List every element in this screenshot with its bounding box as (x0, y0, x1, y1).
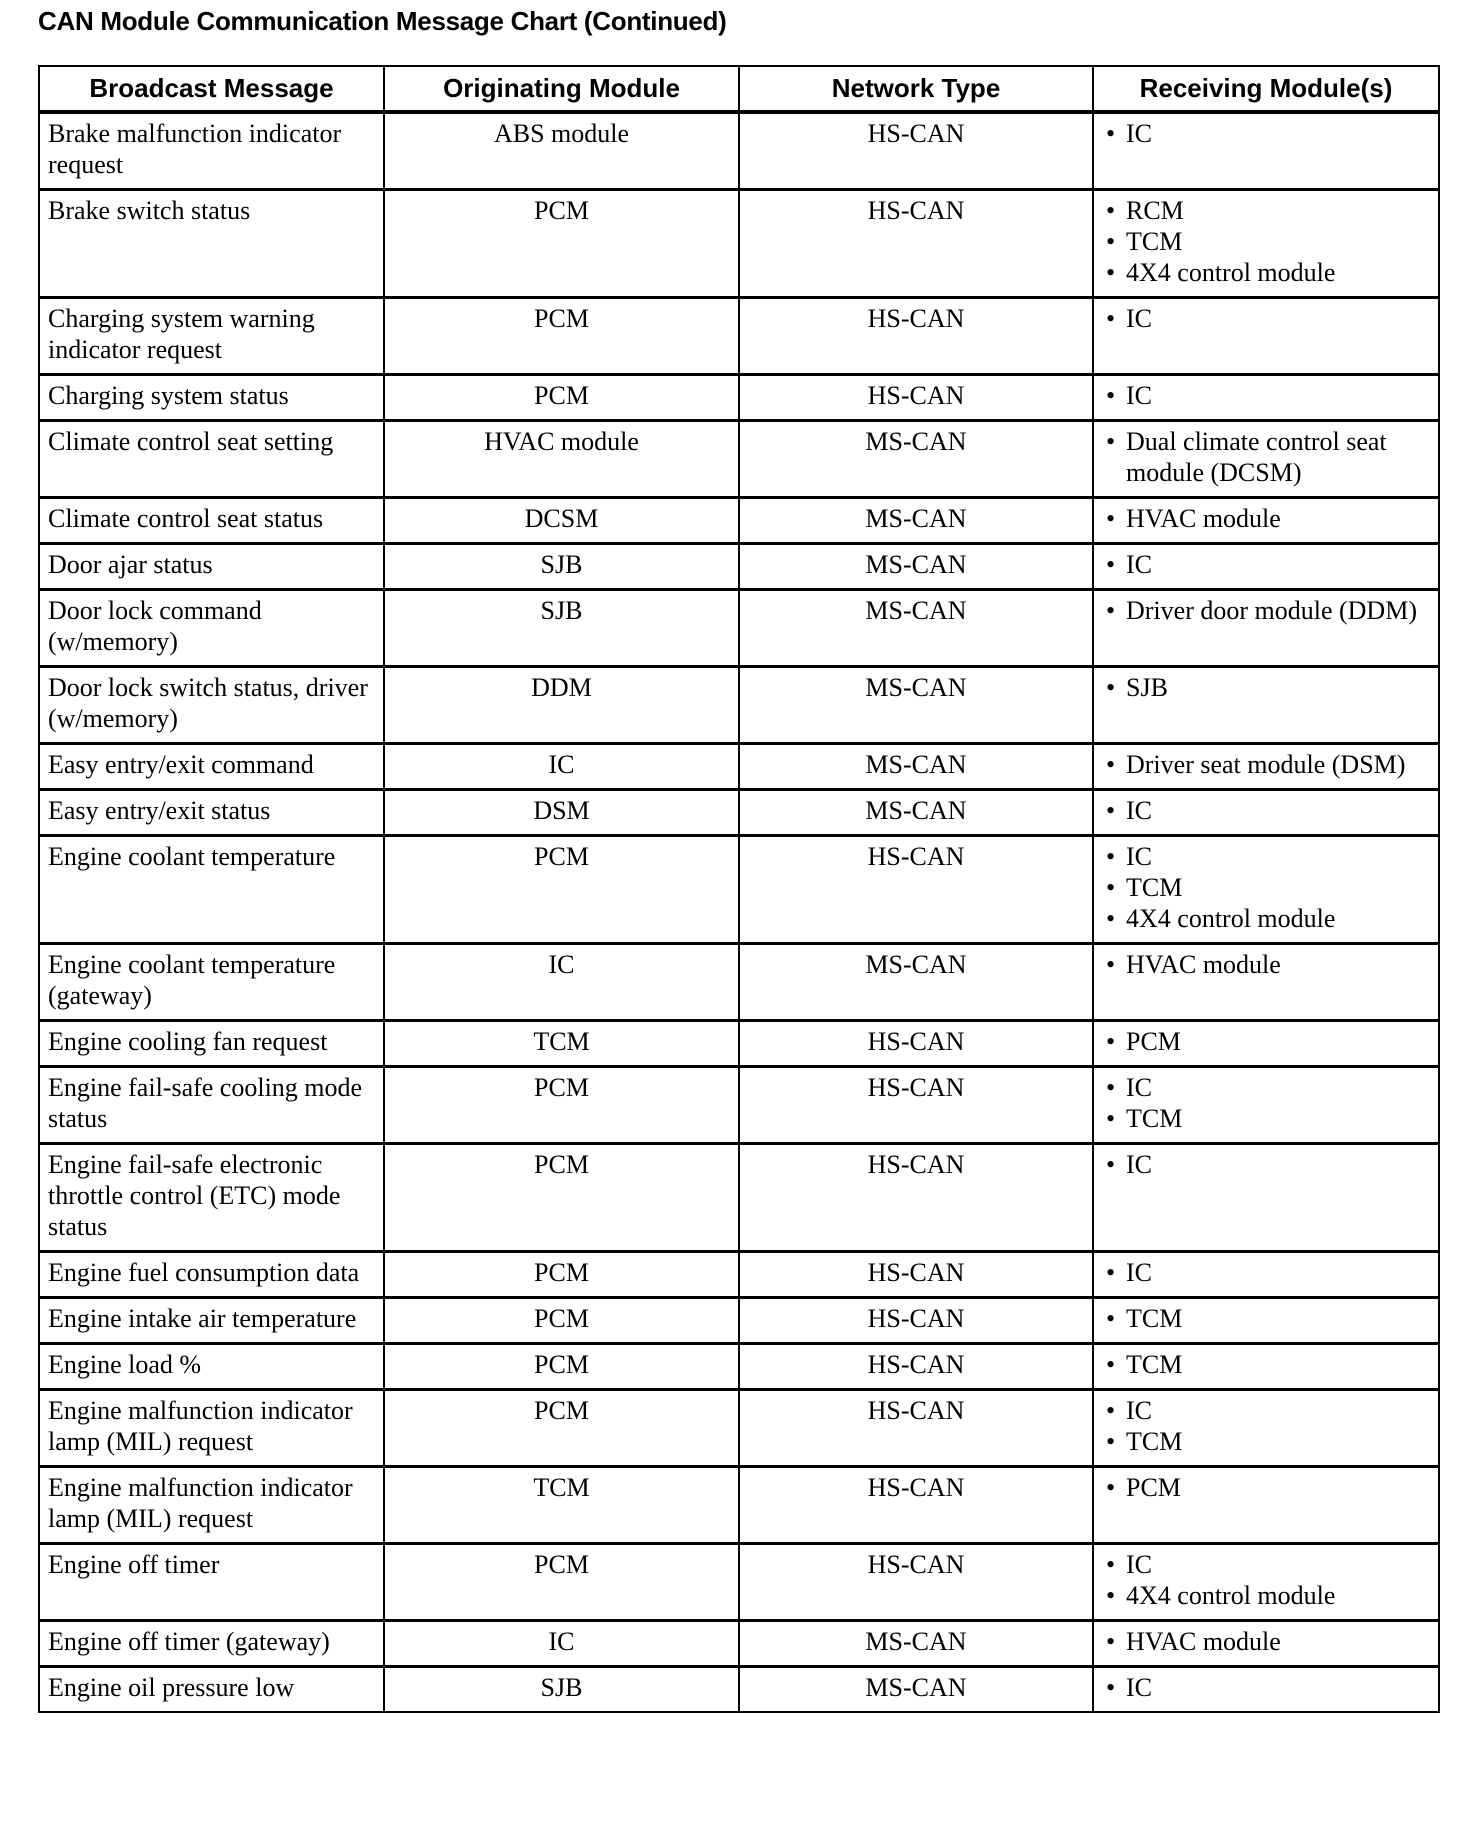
receiving-modules-list (1102, 303, 1430, 334)
broadcast-message-cell: Engine fail-safe cooling mode status (39, 1067, 384, 1144)
table-row (39, 1667, 1439, 1713)
receiving-modules-cell (1093, 498, 1439, 544)
originating-module-cell: PCM (384, 298, 739, 375)
network-type-cell: HS-CAN (739, 836, 1093, 944)
receiving-modules-cell (1093, 744, 1439, 790)
broadcast-message-cell: Engine off timer (39, 1544, 384, 1621)
receiving-modules-cell (1093, 1344, 1439, 1390)
receiving-module-item: • IC (1102, 549, 1430, 580)
table-row (39, 112, 1439, 190)
receiving-modules-list (1102, 503, 1430, 534)
broadcast-message-cell: Easy entry/exit command (39, 744, 384, 790)
table-row (39, 1467, 1439, 1544)
network-type-cell: HS-CAN (739, 1344, 1093, 1390)
originating-module-cell: PCM (384, 1544, 739, 1621)
page-title: CAN Module Communication Message Chart (Continued) (38, 6, 727, 36)
receiving-module-item: • IC (1102, 1672, 1430, 1703)
receiving-module-item: • Dual climate control seat module (DCSM) (1102, 426, 1430, 488)
network-type-cell: MS-CAN (739, 1621, 1093, 1667)
receiving-modules-cell (1093, 1298, 1439, 1344)
network-type-cell: HS-CAN (739, 1021, 1093, 1067)
network-type-cell: HS-CAN (739, 1298, 1093, 1344)
table-row (39, 1544, 1439, 1621)
broadcast-message-cell: Brake switch status (39, 190, 384, 298)
receiving-module-item: • IC (1102, 1257, 1430, 1288)
table-row (39, 1298, 1439, 1344)
table-row (39, 1252, 1439, 1298)
network-type-cell: MS-CAN (739, 667, 1093, 744)
receiving-modules-cell (1093, 836, 1439, 944)
table-row (39, 790, 1439, 836)
table-row (39, 1067, 1439, 1144)
receiving-module-item: • TCM (1102, 1103, 1430, 1134)
originating-module-cell: TCM (384, 1467, 739, 1544)
table-row (39, 375, 1439, 421)
network-type-cell: MS-CAN (739, 944, 1093, 1021)
network-type-cell: HS-CAN (739, 1144, 1093, 1252)
table-row (39, 590, 1439, 667)
originating-module-cell: PCM (384, 1144, 739, 1252)
table-row (39, 836, 1439, 944)
receiving-modules-list (1102, 1026, 1430, 1057)
network-type-cell: HS-CAN (739, 1467, 1093, 1544)
network-type-cell: HS-CAN (739, 1544, 1093, 1621)
broadcast-message-cell: Engine fail-safe electronic throttle control (ETC) mode status (39, 1144, 384, 1252)
broadcast-message-cell: Door ajar status (39, 544, 384, 590)
originating-module-cell: SJB (384, 544, 739, 590)
receiving-modules-cell (1093, 1021, 1439, 1067)
broadcast-message-cell: Charging system status (39, 375, 384, 421)
originating-module-cell: SJB (384, 590, 739, 667)
header-receiving-modules: Receiving Module(s) (1093, 66, 1439, 112)
receiving-modules-list (1102, 1549, 1430, 1611)
originating-module-cell: ABS module (384, 112, 739, 190)
broadcast-message-cell: Charging system warning indicator request (39, 298, 384, 375)
broadcast-message-cell: Engine malfunction indicator lamp (MIL) request (39, 1467, 384, 1544)
receiving-modules-list (1102, 380, 1430, 411)
table-row (39, 667, 1439, 744)
receiving-module-item: • TCM (1102, 872, 1430, 903)
receiving-modules-list (1102, 749, 1430, 780)
table-row (39, 744, 1439, 790)
broadcast-message-cell: Engine coolant temperature (gateway) (39, 944, 384, 1021)
receiving-modules-list (1102, 426, 1430, 488)
receiving-modules-list (1102, 1303, 1430, 1334)
receiving-module-item: • IC (1102, 118, 1430, 149)
receiving-modules-cell (1093, 944, 1439, 1021)
broadcast-message-cell: Engine load % (39, 1344, 384, 1390)
receiving-modules-cell (1093, 421, 1439, 498)
broadcast-message-cell: Easy entry/exit status (39, 790, 384, 836)
originating-module-cell: PCM (384, 1252, 739, 1298)
originating-module-cell: IC (384, 744, 739, 790)
receiving-modules-cell (1093, 544, 1439, 590)
receiving-module-item: • IC (1102, 1072, 1430, 1103)
broadcast-message-cell: Engine coolant temperature (39, 836, 384, 944)
originating-module-cell: PCM (384, 375, 739, 421)
originating-module-cell: PCM (384, 836, 739, 944)
receiving-module-item: • HVAC module (1102, 949, 1430, 980)
receiving-modules-cell (1093, 1667, 1439, 1713)
originating-module-cell: PCM (384, 1067, 739, 1144)
receiving-module-item: • IC (1102, 1149, 1430, 1180)
receiving-modules-list (1102, 118, 1430, 149)
receiving-module-item: • IC (1102, 1395, 1430, 1426)
network-type-cell: MS-CAN (739, 790, 1093, 836)
table-row (39, 544, 1439, 590)
receiving-modules-list (1102, 1672, 1430, 1703)
receiving-modules-cell (1093, 667, 1439, 744)
receiving-module-item: • HVAC module (1102, 1626, 1430, 1657)
broadcast-message-cell: Engine intake air temperature (39, 1298, 384, 1344)
can-message-table (38, 65, 1440, 1713)
receiving-module-item: • TCM (1102, 1426, 1430, 1457)
network-type-cell: MS-CAN (739, 421, 1093, 498)
receiving-module-item: • IC (1102, 841, 1430, 872)
receiving-modules-cell (1093, 1544, 1439, 1621)
receiving-module-item: • IC (1102, 1549, 1430, 1580)
network-type-cell: HS-CAN (739, 1252, 1093, 1298)
receiving-module-item: • IC (1102, 380, 1430, 411)
receiving-modules-list (1102, 672, 1430, 703)
network-type-cell: MS-CAN (739, 744, 1093, 790)
table-row (39, 1344, 1439, 1390)
header-originating-module: Originating Module (384, 66, 739, 112)
receiving-modules-list (1102, 795, 1430, 826)
receiving-modules-cell (1093, 1390, 1439, 1467)
receiving-module-item: • PCM (1102, 1472, 1430, 1503)
header-broadcast-message: Broadcast Message (39, 66, 384, 112)
network-type-cell: MS-CAN (739, 1667, 1093, 1713)
receiving-modules-cell (1093, 590, 1439, 667)
network-type-cell: HS-CAN (739, 112, 1093, 190)
receiving-module-item: • RCM (1102, 195, 1430, 226)
receiving-modules-list (1102, 841, 1430, 934)
receiving-modules-list (1102, 1149, 1430, 1180)
network-type-cell: HS-CAN (739, 190, 1093, 298)
originating-module-cell: SJB (384, 1667, 739, 1713)
receiving-modules-cell (1093, 1067, 1439, 1144)
receiving-module-item: • PCM (1102, 1026, 1430, 1057)
table-row (39, 1021, 1439, 1067)
broadcast-message-cell: Engine fuel consumption data (39, 1252, 384, 1298)
receiving-modules-list (1102, 1072, 1430, 1134)
originating-module-cell: DCSM (384, 498, 739, 544)
originating-module-cell: IC (384, 944, 739, 1021)
originating-module-cell: PCM (384, 1390, 739, 1467)
broadcast-message-cell: Engine oil pressure low (39, 1667, 384, 1713)
network-type-cell: HS-CAN (739, 1067, 1093, 1144)
receiving-modules-list (1102, 1472, 1430, 1503)
receiving-modules-cell (1093, 1467, 1439, 1544)
receiving-module-item: • Driver seat module (DSM) (1102, 749, 1430, 780)
network-type-cell: MS-CAN (739, 590, 1093, 667)
table-header-row (39, 66, 1439, 112)
originating-module-cell: HVAC module (384, 421, 739, 498)
table-row (39, 1621, 1439, 1667)
broadcast-message-cell: Climate control seat status (39, 498, 384, 544)
receiving-module-item: • IC (1102, 795, 1430, 826)
network-type-cell: MS-CAN (739, 498, 1093, 544)
receiving-modules-cell (1093, 790, 1439, 836)
network-type-cell: HS-CAN (739, 1390, 1093, 1467)
originating-module-cell: TCM (384, 1021, 739, 1067)
receiving-module-item: • 4X4 control module (1102, 257, 1430, 288)
header-network-type: Network Type (739, 66, 1093, 112)
receiving-modules-list (1102, 1626, 1430, 1657)
receiving-modules-cell (1093, 375, 1439, 421)
table-row (39, 944, 1439, 1021)
receiving-modules-list (1102, 949, 1430, 980)
receiving-modules-list (1102, 595, 1430, 626)
broadcast-message-cell: Brake malfunction indicator request (39, 112, 384, 190)
network-type-cell: MS-CAN (739, 544, 1093, 590)
receiving-modules-cell (1093, 1144, 1439, 1252)
receiving-modules-cell (1093, 190, 1439, 298)
originating-module-cell: DSM (384, 790, 739, 836)
network-type-cell: HS-CAN (739, 298, 1093, 375)
receiving-module-item: • TCM (1102, 1349, 1430, 1380)
table-row (39, 1390, 1439, 1467)
receiving-modules-list (1102, 549, 1430, 580)
network-type-cell: HS-CAN (739, 375, 1093, 421)
receiving-modules-cell (1093, 298, 1439, 375)
originating-module-cell: PCM (384, 190, 739, 298)
broadcast-message-cell: Engine off timer (gateway) (39, 1621, 384, 1667)
broadcast-message-cell: Engine cooling fan request (39, 1021, 384, 1067)
originating-module-cell: DDM (384, 667, 739, 744)
receiving-modules-list (1102, 1395, 1430, 1457)
table-row (39, 498, 1439, 544)
broadcast-message-cell: Door lock switch status, driver (w/memory) (39, 667, 384, 744)
broadcast-message-cell: Climate control seat setting (39, 421, 384, 498)
receiving-module-item: • SJB (1102, 672, 1430, 703)
receiving-modules-list (1102, 1257, 1430, 1288)
table-row (39, 190, 1439, 298)
table-row (39, 421, 1439, 498)
receiving-modules-cell (1093, 1621, 1439, 1667)
table-row (39, 1144, 1439, 1252)
originating-module-cell: IC (384, 1621, 739, 1667)
receiving-module-item: • Driver door module (DDM) (1102, 595, 1430, 626)
broadcast-message-cell: Engine malfunction indicator lamp (MIL) request (39, 1390, 384, 1467)
receiving-module-item: • 4X4 control module (1102, 1580, 1430, 1611)
receiving-module-item: • 4X4 control module (1102, 903, 1430, 934)
receiving-modules-cell (1093, 112, 1439, 190)
receiving-module-item: • IC (1102, 303, 1430, 334)
originating-module-cell: PCM (384, 1298, 739, 1344)
receiving-module-item: • HVAC module (1102, 503, 1430, 534)
broadcast-message-cell: Door lock command (w/memory) (39, 590, 384, 667)
receiving-modules-list (1102, 195, 1430, 288)
table-row (39, 298, 1439, 375)
receiving-modules-cell (1093, 1252, 1439, 1298)
receiving-module-item: • TCM (1102, 226, 1430, 257)
receiving-modules-list (1102, 1349, 1430, 1380)
receiving-module-item: • TCM (1102, 1303, 1430, 1334)
originating-module-cell: PCM (384, 1344, 739, 1390)
